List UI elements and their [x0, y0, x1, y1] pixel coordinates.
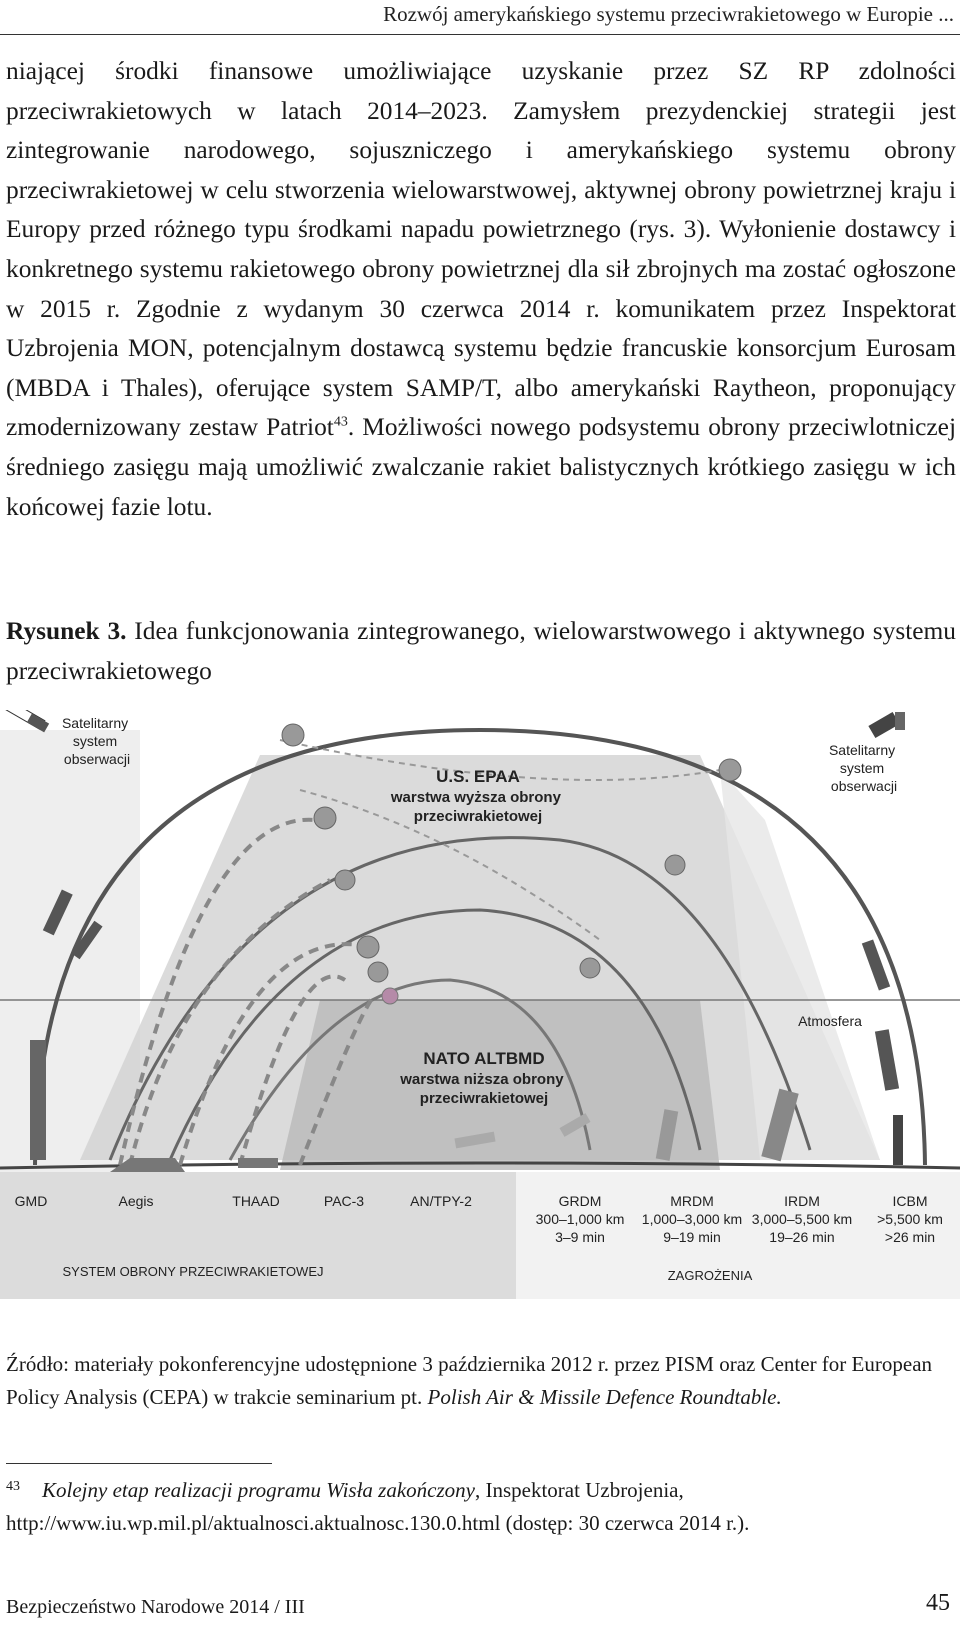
journal-footer: Bezpieczeństwo Narodowe 2014 / III — [6, 1596, 305, 1618]
svg-text:300–1,000 km: 300–1,000 km — [535, 1211, 625, 1227]
running-header: Rozwój amerykańskiego systemu przeciwrakietowego w Europie ... — [383, 2, 954, 26]
svg-text:3–9 min: 3–9 min — [555, 1229, 605, 1245]
intercept-blast — [719, 759, 741, 781]
body-text-part2: . Możliwości nowego podsystemu obrony przeciwlotniczej średniego zasięgu mają umożliwić zwalczanie rakiet balistycznych krótkiego zasięgu w ich końcowej fazie lotu. — [6, 413, 956, 521]
page-number: 45 — [926, 1590, 950, 1616]
figure-caption — [6, 611, 956, 691]
missile-defense-diagram — [0, 710, 960, 1350]
intercept-blast — [382, 988, 398, 1004]
lower-layer-subtitle: warstwa niższa obrony przeciwrakietowej — [400, 1071, 564, 1107]
defense-label-antpy2: AN/TPY-2 — [410, 1193, 472, 1209]
threat-caption: ZAGROŻENIA — [667, 1268, 753, 1283]
upper-layer-subtitle: warstwa wyższa obrony przeciwrakietowej — [390, 789, 561, 825]
footnote-text[interactable]: , Inspektorat Uzbrojenia, http://www.iu.wp.mil.pl/aktualnosci.aktualnosc.130.0.html (dostęp: 30 czerwca 2014 r.). — [6, 1478, 750, 1535]
intercept-blast — [580, 958, 600, 978]
footnote-rule — [6, 1463, 272, 1464]
satellite-icon — [868, 712, 905, 738]
missile-icon — [875, 1029, 899, 1091]
figure-caption-text: Idea funkcjonowania zintegrowanego, wielowarstwowego i aktywnego systemu przeciwrakietowego — [6, 617, 956, 685]
svg-text:IRDM: IRDM — [784, 1193, 820, 1209]
svg-text:ICBM: ICBM — [892, 1193, 928, 1209]
svg-text:>5,500 km: >5,500 km — [877, 1211, 943, 1227]
icbm-launcher-icon — [893, 1115, 903, 1165]
satellite-icon — [5, 710, 49, 732]
defense-label-gmd: GMD — [14, 1193, 48, 1209]
body-paragraph — [6, 52, 956, 527]
svg-text:GRDM: GRDM — [558, 1193, 602, 1209]
defense-panel — [0, 1172, 516, 1299]
footnote-number: 43 — [6, 1479, 20, 1494]
source-italic: Polish Air & Missile Defence Roundtable. — [427, 1385, 782, 1409]
footnote-italic: Kolejny etap realizacji programu Wisła zakończony — [42, 1478, 475, 1502]
header-rule — [0, 34, 960, 35]
defense-label-thaad: THAAD — [232, 1193, 280, 1209]
figure-source — [6, 1348, 956, 1414]
sat-right-label: Satelitarny system obserwacji — [828, 742, 898, 794]
svg-text:>26 min: >26 min — [884, 1229, 936, 1245]
defense-system-caption: SYSTEM OBRONY PRZECIWRAKIETOWEJ — [62, 1264, 324, 1279]
atmosphere-label: Atmosfera — [798, 1013, 862, 1029]
svg-text:MRDM: MRDM — [670, 1193, 714, 1209]
source-text: Źródło: materiały pokonferencyjne udostępnione 3 października 2012 r. przez PISM oraz Center for European Policy Analysis (CEPA) w trakcie seminarium pt. — [6, 1352, 933, 1409]
footnote-ref[interactable]: 43 — [333, 414, 348, 430]
svg-text:19–26 min: 19–26 min — [769, 1229, 835, 1245]
lower-layer-title: NATO ALTBMD — [423, 1049, 545, 1068]
intercept-blast — [314, 807, 336, 829]
intercept-blast — [665, 855, 685, 875]
svg-text:9–19 min: 9–19 min — [663, 1229, 721, 1245]
defense-label-pac3: PAC-3 — [323, 1193, 365, 1209]
intercept-blast — [335, 870, 355, 890]
gmd-interceptor-icon — [30, 1040, 46, 1160]
footnote — [6, 1474, 956, 1540]
intercept-blast — [282, 724, 304, 746]
svg-text:3,000–5,500 km: 3,000–5,500 km — [751, 1211, 853, 1227]
sat-left-label: Satelitarny system obserwacji — [61, 715, 131, 767]
upper-layer-title: U.S. EPAA — [436, 767, 520, 786]
intercept-blast — [368, 962, 388, 982]
svg-text:1,000–3,000 km: 1,000–3,000 km — [641, 1211, 743, 1227]
body-text-part1: niającej środki finansowe umożliwiające uzyskanie przez SZ RP zdolności przeciwrakietowych w latach 2014–2023. Zamysłem prezydenckiej strategii jest zintegrowanie narodowego, sojuszniczego i amerykańskiego systemu obrony przeciwrakietowej w celu stworzenia wielowarstwowej, aktywnej obrony powietrznej kraju i Europy przed różnego typu środkami napadu powietrznego (rys. 3). Wyłonienie dostawcy i konkretnego systemu rakietowego obrony powietrznej dla sił zbrojnych ma zostać ogłoszone w 2015 r. Zgodnie z wydanym 30 czerwca 2014 r. komunikatem przez Inspektorat Uzbrojenia MON, potencjalnym dostawcą systemu będzie francuskie konsorcjum Eurosam (MBDA i Thales), oferujące system SAMP/T, albo amerykański Raytheon, proponujący zmodernizowany zestaw Patriot — [6, 57, 956, 442]
intercept-blast — [357, 936, 379, 958]
defense-label-aegis: Aegis — [118, 1193, 154, 1209]
figure-caption-label: Rysunek 3. — [6, 617, 127, 645]
thaad-launcher-icon — [238, 1158, 278, 1168]
